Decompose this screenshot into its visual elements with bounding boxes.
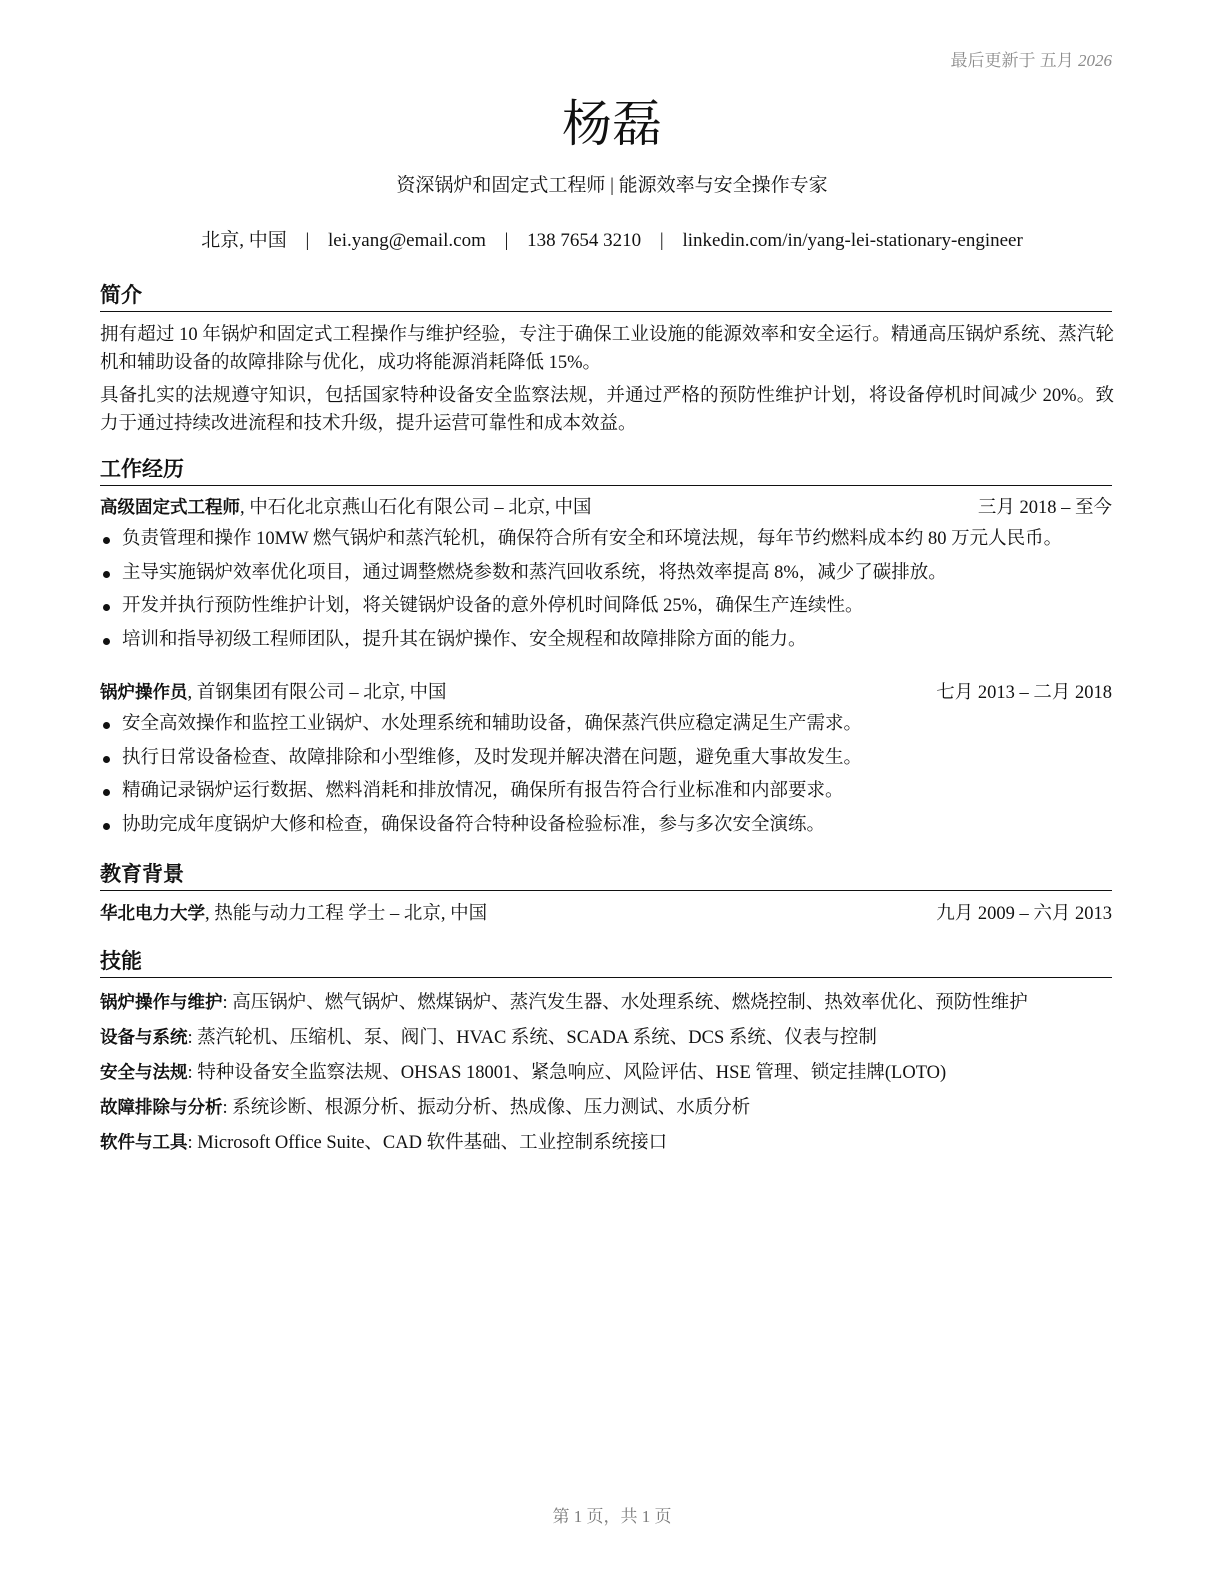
last-updated-label: 最后更新于 五月 bbox=[950, 51, 1074, 70]
summary-paragraph-2: 具备扎实的法规遵守知识，包括国家特种设备安全监察法规，并通过严格的预防性维护计划，将设备停机时间减少 20%。致力于通过持续改进流程和技术升级，提升运营可靠性和成本效益。 bbox=[100, 386, 1114, 434]
skill-label: 软件与工具 bbox=[100, 1133, 188, 1153]
tagline: 资深锅炉和固定式工程师 | 能源效率与安全操作专家 bbox=[396, 175, 828, 196]
contact-email[interactable]: lei.yang@email.com bbox=[328, 230, 486, 251]
job-dates: 七月 2013 – 二月 2018 bbox=[936, 683, 1112, 703]
list-item: 主导实施锅炉效率优化项目，通过调整燃烧参数和蒸汽回收系统，将热效率提高 8%，减少了碳排放。 bbox=[100, 557, 1120, 591]
skill-label: 设备与系统 bbox=[100, 1028, 188, 1048]
job-role: 高级固定式工程师 bbox=[100, 498, 240, 518]
job-header bbox=[100, 680, 1112, 706]
education-dates: 九月 2009 – 六月 2013 bbox=[936, 904, 1112, 924]
job-org: , 中石化北京燕山石化有限公司 – 北京, 中国 bbox=[240, 498, 592, 518]
job-role: 锅炉操作员 bbox=[100, 683, 188, 703]
job-bullets bbox=[100, 708, 1120, 842]
contact-separator: | bbox=[504, 230, 509, 251]
skill-value: : 蒸汽轮机、压缩机、泵、阀门、HVAC 系统、SCADA 系统、DCS 系统、仪表与控制 bbox=[187, 1028, 877, 1048]
contact-separator: | bbox=[659, 230, 664, 251]
skill-label: 故障排除与分析 bbox=[100, 1098, 223, 1118]
contact-line bbox=[0, 225, 1224, 252]
contact-linkedin[interactable]: linkedin.com/in/yang-lei-stationary-engineer bbox=[682, 230, 1023, 251]
skill-value: : 高压锅炉、燃气锅炉、燃煤锅炉、蒸汽发生器、水处理系统、燃烧控制、热效率优化、预防性维护 bbox=[222, 993, 1028, 1013]
skill-value: : Microsoft Office Suite、CAD 软件基础、工业控制系统接口 bbox=[187, 1133, 668, 1153]
last-updated-year: 2026 bbox=[1078, 51, 1112, 70]
contact-separator: | bbox=[305, 230, 310, 251]
list-item: 培训和指导初级工程师团队，提升其在锅炉操作、安全规程和故障排除方面的能力。 bbox=[100, 624, 1120, 658]
skills-list bbox=[100, 986, 1112, 1161]
degree-detail: , 热能与动力工程 学士 – 北京, 中国 bbox=[205, 904, 488, 924]
job-dates: 三月 2018 – 至今 bbox=[977, 498, 1112, 518]
job-header bbox=[100, 495, 1112, 521]
skill-row bbox=[100, 986, 1112, 1021]
page-footer: 第 1 页，共 1 页 bbox=[552, 1507, 672, 1526]
summary-paragraph-1: 拥有超过 10 年锅炉和固定式工程操作与维护经验，专注于确保工业设施的能源效率和安全运行。精通高压锅炉系统、蒸汽轮机和辅助设备的故障排除与优化，成功将能源消耗降低 15%。 bbox=[100, 325, 1114, 373]
job-bullets bbox=[100, 523, 1120, 657]
last-updated bbox=[951, 46, 1113, 71]
list-item: 执行日常设备检查、故障排除和小型维修，及时发现并解决潜在问题，避免重大事故发生。 bbox=[100, 742, 1120, 776]
school-name: 华北电力大学 bbox=[100, 904, 205, 924]
candidate-name: 杨磊 bbox=[562, 95, 662, 153]
skill-label: 锅炉操作与维护 bbox=[100, 993, 223, 1013]
section-title-education: 教育背景 bbox=[100, 858, 1112, 891]
skill-row bbox=[100, 1021, 1112, 1056]
skill-row bbox=[100, 1091, 1112, 1126]
list-item: 精确记录锅炉运行数据、燃料消耗和排放情况，确保所有报告符合行业标准和内部要求。 bbox=[100, 775, 1120, 809]
section-title-summary: 简介 bbox=[100, 279, 1112, 312]
skill-row bbox=[100, 1126, 1112, 1161]
contact-phone: 138 7654 3210 bbox=[527, 230, 642, 251]
skill-row bbox=[100, 1056, 1112, 1091]
skill-value: : 系统诊断、根源分析、振动分析、热成像、压力测试、水质分析 bbox=[222, 1098, 751, 1118]
list-item: 安全高效操作和监控工业锅炉、水处理系统和辅助设备，确保蒸汽供应稳定满足生产需求。 bbox=[100, 708, 1120, 742]
education-entry bbox=[100, 901, 1112, 927]
list-item: 协助完成年度锅炉大修和检查，确保设备符合特种设备检验标准，参与多次安全演练。 bbox=[100, 809, 1120, 843]
list-item: 负责管理和操作 10MW 燃气锅炉和蒸汽轮机，确保符合所有安全和环境法规，每年节约燃料成本约 80 万元人民币。 bbox=[100, 523, 1120, 557]
skill-label: 安全与法规 bbox=[100, 1063, 188, 1083]
contact-location: 北京, 中国 bbox=[201, 230, 287, 251]
skill-value: : 特种设备安全监察法规、OHSAS 18001、紧急响应、风险评估、HSE 管理、锁定挂牌(LOTO) bbox=[187, 1063, 947, 1083]
list-item: 开发并执行预防性维护计划，将关键锅炉设备的意外停机时间降低 25%，确保生产连续性。 bbox=[100, 590, 1120, 624]
section-title-experience: 工作经历 bbox=[100, 453, 1112, 486]
job-org: , 首钢集团有限公司 – 北京, 中国 bbox=[187, 683, 447, 703]
section-title-skills: 技能 bbox=[100, 945, 1112, 978]
